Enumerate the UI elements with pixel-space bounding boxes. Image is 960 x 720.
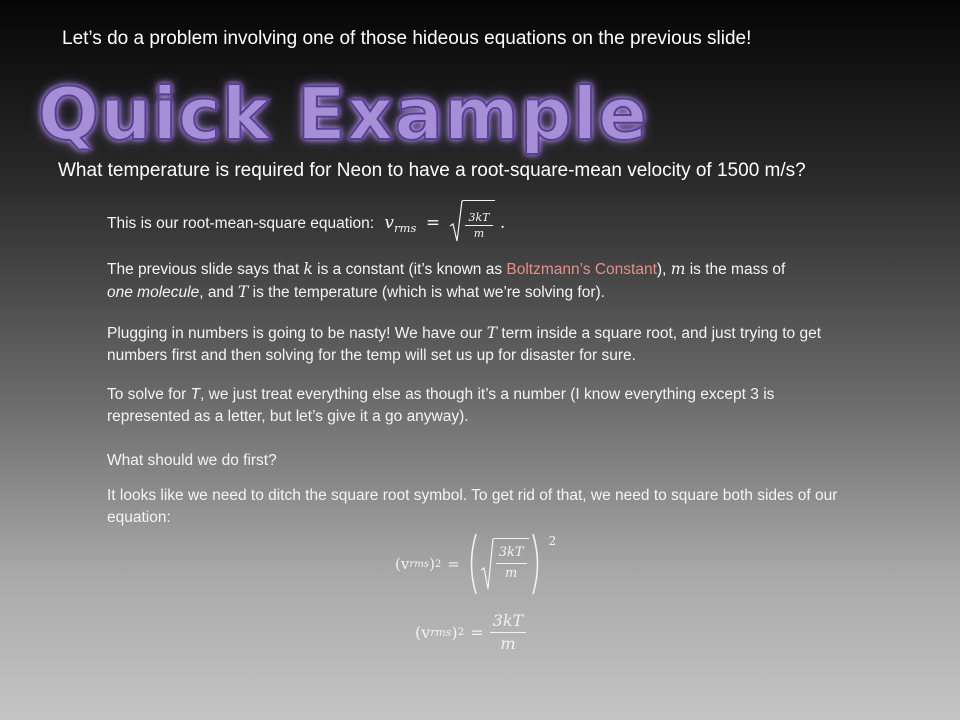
eq-numerator: 3kT — [465, 210, 492, 226]
eq3-fraction — [490, 610, 527, 655]
eq-v: v — [384, 213, 395, 233]
eq3-exponent: 2 — [457, 626, 465, 638]
text-run: term inside a square root, and just trying to get numbers first and then solving for the temp will set us up for disaster for sure. — [107, 325, 821, 364]
var-m: m — [670, 260, 686, 278]
radical-sign-icon — [449, 200, 463, 242]
eq2-close-paren: ) — [429, 555, 435, 573]
slide-title: Quick Example — [38, 72, 649, 156]
var-T: T — [190, 386, 201, 403]
eq2-numerator: 3kT — [496, 543, 527, 564]
rms-equation — [384, 211, 506, 240]
eq-sub: rms — [394, 221, 417, 236]
radical-sign-icon — [480, 538, 494, 590]
what-first-question: What should we do first? — [107, 452, 277, 469]
solve-for-T-paragraph — [107, 384, 837, 428]
eq2-lhs: (v — [395, 555, 410, 573]
eq2-fraction — [496, 543, 527, 584]
var-k: k — [303, 260, 313, 278]
text-run: , and — [199, 284, 238, 301]
right-paren-icon — [531, 533, 543, 595]
rms-equation-paragraph — [107, 200, 867, 250]
text-run: To solve for — [107, 386, 191, 403]
eq2-equals: = — [447, 555, 460, 573]
eq2-sub: rms — [409, 558, 430, 570]
var-T: T — [237, 283, 249, 301]
question-text: What temperature is required for Neon to have a root-square-mean velocity of 1500 m/s? — [58, 160, 806, 181]
text-run: ), — [656, 261, 671, 278]
boltzmann-constant-term: Boltzmann’s Constant — [506, 261, 657, 278]
text-run: Plugging in numbers is going to be nasty! We have our — [107, 325, 487, 342]
var-T: T — [486, 324, 498, 342]
eq3-close-paren: ) — [451, 622, 458, 642]
eq3-denominator: m — [500, 633, 516, 653]
eq2-outer-exponent: 2 — [548, 534, 557, 548]
square-root — [449, 200, 494, 247]
text-run: is a constant (it’s known as — [312, 261, 507, 278]
one-molecule-term: one molecule — [107, 284, 200, 301]
intro-text: Let’s do a problem involving one of those hideous equations on the previous slide! — [62, 28, 752, 49]
constants-paragraph — [107, 258, 847, 304]
rms-equation-label: This is our root-mean-square equation: — [107, 215, 375, 232]
eq3-sub: rms — [430, 625, 452, 639]
eq2-square-root — [480, 538, 529, 590]
squared-equation — [395, 532, 556, 596]
text-run: The previous slide says that — [107, 261, 304, 278]
text-run: is the mass of — [685, 261, 786, 278]
left-paren-icon — [466, 533, 478, 595]
eq2-denominator: m — [505, 566, 518, 581]
eq3-lhs: (v — [415, 622, 431, 642]
eq2-exponent: 2 — [434, 558, 442, 570]
nasty-numbers-paragraph — [107, 322, 827, 367]
eq3-equals: = — [470, 622, 484, 642]
text-run: , we just treat everything else as though it’s a number (I know everything except 3 is represented as a letter, but let’s give it a go anyway). — [107, 386, 775, 425]
eq-equals: = — [425, 213, 441, 233]
text-run: is the temperature (which is what we’re solving for). — [248, 284, 605, 301]
eq-period: . — [499, 213, 506, 233]
eq-denominator: m — [473, 227, 485, 240]
simplified-equation — [415, 608, 526, 656]
eq-fraction — [465, 210, 492, 241]
ditch-sqrt-paragraph: It looks like we need to ditch the square root symbol. To get rid of that, we need to square both sides of our equation: — [107, 487, 838, 526]
eq3-numerator: 3kT — [490, 610, 527, 633]
